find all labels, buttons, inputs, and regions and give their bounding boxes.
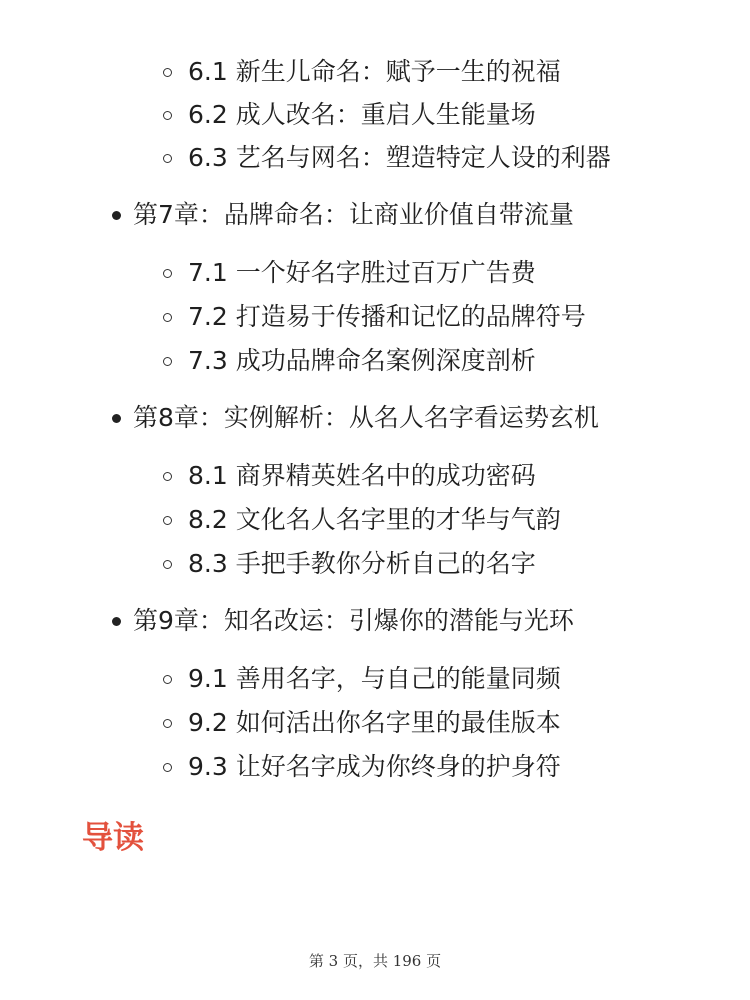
toc-item-6-2[interactable]: 6.2 成人改名：重启人生能量场 (188, 100, 536, 129)
toc-item-9-2[interactable]: 9.2 如何活出你名字里的最佳版本 (188, 708, 561, 737)
toc-item-7-1[interactable]: 7.1 一个好名字胜过百万广告费 (188, 258, 536, 287)
hollow-bullet-icon (163, 719, 172, 728)
toc-item-8-2[interactable]: 8.2 文化名人名字里的才华与气韵 (188, 505, 561, 534)
hollow-bullet-icon (163, 111, 172, 120)
toc-chapter-9[interactable]: 第9章：知名改运：引爆你的潜能与光环 (133, 606, 574, 635)
toc-item-6-3[interactable]: 6.3 艺名与网名：塑造特定人设的利器 (188, 143, 611, 172)
hollow-bullet-icon (163, 68, 172, 77)
toc-item-8-3[interactable]: 8.3 手把手教你分析自己的名字 (188, 549, 536, 578)
hollow-bullet-icon (163, 357, 172, 366)
page-number-footer: 第 3 页，共 196 页 (308, 952, 442, 970)
hollow-bullet-icon (163, 472, 172, 481)
toc-item-8-1[interactable]: 8.1 商界精英姓名中的成功密码 (188, 461, 536, 490)
hollow-bullet-icon (163, 313, 172, 322)
toc-item-9-1[interactable]: 9.1 善用名字，与自己的能量同频 (188, 664, 561, 693)
hollow-bullet-icon (163, 675, 172, 684)
hollow-bullet-icon (163, 516, 172, 525)
hollow-bullet-icon (163, 560, 172, 569)
toc-item-7-3[interactable]: 7.3 成功品牌命名案例深度剖析 (188, 346, 536, 375)
toc-item-7-2[interactable]: 7.2 打造易于传播和记忆的品牌符号 (188, 302, 586, 331)
toc-chapter-8[interactable]: 第8章：实例解析：从名人名字看运势玄机 (133, 403, 599, 432)
hollow-bullet-icon (163, 269, 172, 278)
bullet-icon (112, 617, 121, 626)
toc-item-9-3[interactable]: 9.3 让好名字成为你终身的护身符 (188, 752, 561, 781)
hollow-bullet-icon (163, 154, 172, 163)
hollow-bullet-icon (163, 763, 172, 772)
toc-chapter-7[interactable]: 第7章：品牌命名：让商业价值自带流量 (133, 200, 574, 229)
section-heading: 导读 (82, 820, 144, 856)
bullet-icon (112, 211, 121, 220)
toc-item-6-1[interactable]: 6.1 新生儿命名：赋予一生的祝福 (188, 57, 561, 86)
bullet-icon (112, 414, 121, 423)
